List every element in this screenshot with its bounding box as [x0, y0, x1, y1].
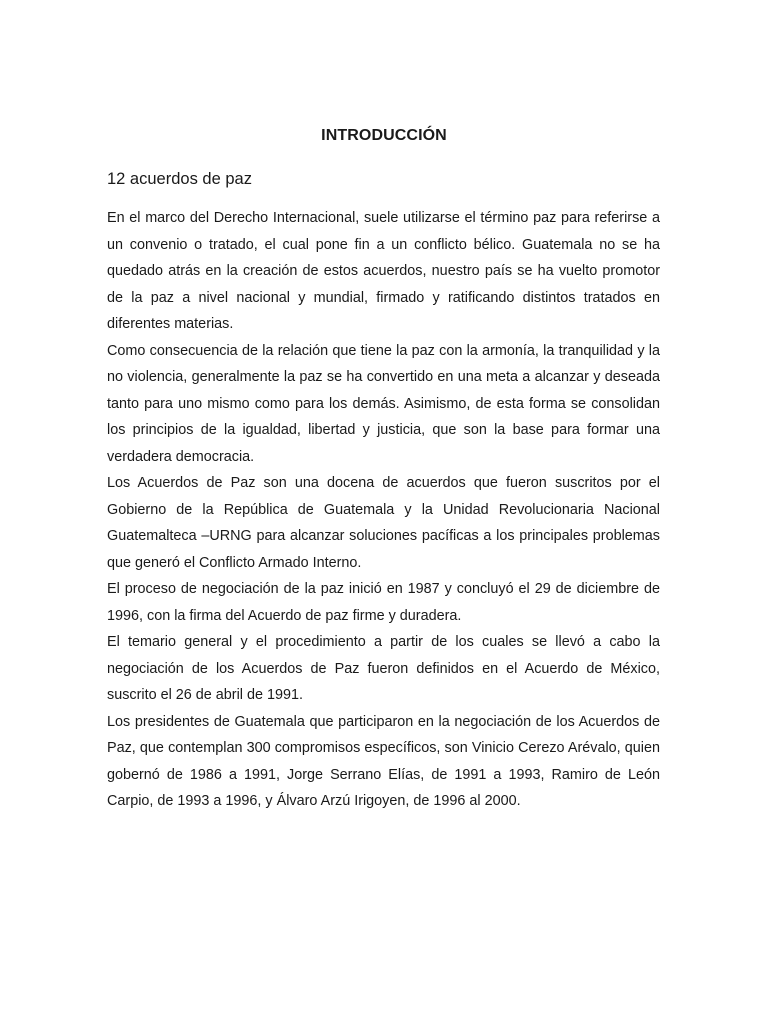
paragraph: Los Acuerdos de Paz son una docena de acuerdos que fueron suscritos por el Gobierno de la República de Guatemala y la Unidad Revolucionaria Nacional Guatemalteca –URNG para alcanzar soluciones pacíficas a los principales problemas que generó el Conflicto Armado Interno.: [107, 475, 660, 571]
body-text: [107, 205, 660, 815]
paragraph: En el marco del Derecho Internacional, suele utilizarse el término paz para referirse a un convenio o tratado, el cual pone fin a un conflicto bélico. Guatemala no se ha quedado atrás en la creación de estos acuerdos, nuestro país se ha vuelto promotor de la paz a nivel nacional y mundial, firmado y ratificando distintos tratados en diferentes materias.: [107, 210, 660, 332]
paragraph: Como consecuencia de la relación que tiene la paz con la armonía, la tranquilidad y la no violencia, generalmente la paz se ha convertido en una meta a alcanzar y deseada tanto para uno mismo como para los demás. Asimismo, de esta forma se consolidan los principios de la igualdad, libertad y justicia, que son la base para formar una verdadera democracia.: [107, 342, 660, 465]
paragraph: El proceso de negociación de la paz inició en 1987 y concluyó el 29 de diciembre de 1996, con la firma del Acuerdo de paz firme y duradera.: [107, 581, 660, 624]
page-title: INTRODUCCIÓN: [321, 127, 447, 144]
paragraph: Los presidentes de Guatemala que participaron en la negociación de los Acuerdos de Paz, que contemplan 300 compromisos específicos, son Vinicio Cerezo Arévalo, quien gobernó de 1986 a 1991, Jorge Serrano Elías, de 1991 a 1993, Ramiro de León Carpio, de 1993 a 1996, y Álvaro Arzú Irigoyen, de 1996 al 2000.: [107, 713, 660, 809]
section-subtitle: 12 acuerdos de paz: [107, 170, 252, 188]
paragraph: El temario general y el procedimiento a partir de los cuales se llevó a cabo la negociación de los Acuerdos de Paz fueron definidos en el Acuerdo de México, suscrito el 26 de abril de 1991.: [107, 634, 660, 703]
